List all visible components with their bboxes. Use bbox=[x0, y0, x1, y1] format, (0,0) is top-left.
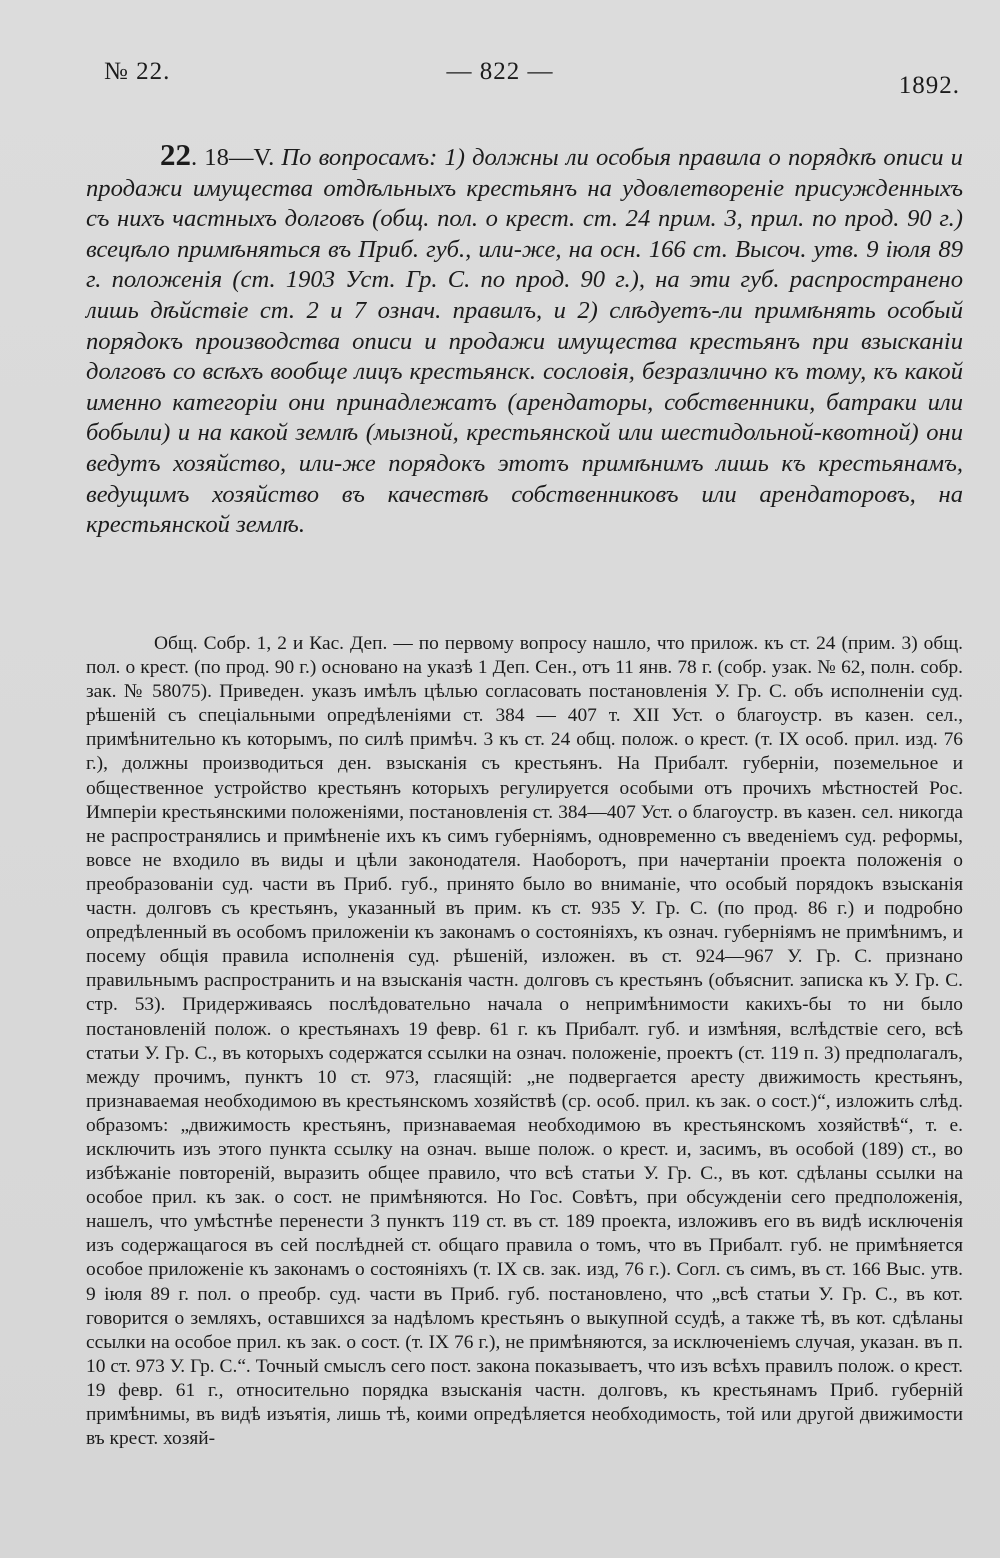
entry-question bbox=[86, 137, 963, 541]
decision-paragraph: Общ. Собр. 1, 2 и Кас. Деп. — по первому вопросу нашло, что прилож. къ ст. 24 (прим. 3) общ. пол. о крест. (по прод. 90 г.) основано на указѣ 1 Деп. Сен., отъ 11 янв. 78 г. (собр. узак. № 62, полн. собр. зак. № 58075). Приведен. указъ имѣлъ цѣлью согласовать постановленія У. Гр. С. объ исполненіи суд. рѣшеній съ спеціальными опредѣленіями ст. 384 — 407 т. XII Уст. о благоустр. въ казен. сел., примѣнительно къ которымъ, по силѣ примѣч. 3 къ ст. 24 общ. полож. о крест. (т. IX особ. прил. изд. 76 г.), должны производиться ден. взысканія съ крестьянъ. На Прибалт. губерніи, поземельное и общественное устройство крестьянъ которыхъ регулируется особыми отъ прочихъ мѣстностей Рос. Имперіи крестьянскими положеніями, постановленія ст. 384—407 Уст. о благоустр. въ казен. сел. никогда не распространялись и примѣненіе ихъ къ симъ губерніямъ, одновременно съ введеніемъ суд. реформы, вовсе не входило въ виды и цѣли законодателя. Наоборотъ, при начертаніи проекта положенія о преобразованіи суд. части въ Приб. губ., принято было во вниманіе, что особый порядокъ взысканія частн. долговъ съ крестьянъ, указанный въ прим. къ ст. 935 У. Гр. С. (по прод. 86 г.) и подробно опредѣленный въ особомъ приложеніи къ законамъ о состояніяхъ, къ означ. губерніямъ не примѣнимъ, и посему общія правила исполненія суд. рѣшеній, изложен. въ ст. 924—967 У. Гр. С. признано правильнымъ распространить и на взысканія частн. долговъ съ крестьянъ (объяснит. записка къ У. Гр. С. стр. 53). Придерживаясь послѣдовательно начала о непримѣнимости какихъ-бы то ни было постановленій полож. о крестьянахъ 19 февр. 61 г. къ Прибалт. губ. и измѣняя, вслѣдствіе сего, всѣ статьи У. Гр. С., въ которыхъ содержатся ссылки на означ. положеніе, проектъ (ст. 119 п. 3) предполагалъ, между прочимъ, пунктъ 10 ст. 973, гласящій: „не подвергается аресту движимость крестьянъ, признаваемая необходимою въ крестьянскомъ хозяйствѣ (ср. особ. прил. къ зак. о сост.)“, изложить слѣд. образомъ: „движимость крестьянъ, признаваемая необходимою въ крестьянскомъ хозяйствѣ“, т. е. исключить изъ этого пункта ссылку на означ. выше полож. о крест. и, засимъ, въ особой (189) ст., во избѣжаніе повтореній, выразить общее правило, что всѣ статьи У. Гр. С., въ кот. сдѣланы ссылки на особое прил. къ зак. о сост. не примѣняются. Но Гос. Совѣтъ, при обсужденіи сего предположенія, нашелъ, что умѣстнѣе перенести 3 пунктъ 119 ст. въ ст. 189 проекта, изложивъ его въ видѣ исключенія изъ содержащагося въ сей послѣдней ст. общаго правила о томъ, что въ Прибалт. губ. не примѣняется особое приложеніе къ законамъ о состояніяхъ (т. IX св. зак. изд, 76 г.). Согл. съ симъ, въ ст. 166 Выс. утв. 9 іюля 89 г. пол. о преобр. суд. части въ Приб. губ. постановлено, что „всѣ статьи У. Гр. С., въ кот. говорится о земляхъ, оставшихся за надѣломъ крестьянъ о выкупной ссудѣ, а также тѣ, въ кот. сдѣланы ссылки на особое прил. къ зак. о сост. (т. IX 76 г.), не примѣняются, за исключеніемъ случая, указан. въ п. 10 ст. 973 У. Гр. С.“. Точный смыслъ сего пост. закона показываетъ, что изъ всѣхъ правилъ полож. о крест. 19 февр. 61 г., относительно порядка взысканія частн. долговъ, къ крестьянамъ Приб. губерній примѣнимы, въ видѣ изъятія, лишь тѣ, коими опредѣляется необходимость, той или другой движимости въ крест. хозяй- bbox=[86, 633, 963, 1450]
issue-number: № 22. bbox=[104, 58, 171, 85]
page-number: — 822 — bbox=[446, 58, 554, 85]
page-header bbox=[0, 58, 1000, 98]
decision-text bbox=[86, 632, 963, 1451]
year: 1892. bbox=[898, 72, 960, 99]
question-text: По вопросамъ: 1) должны ли особыя правила о порядкѣ описи и продажи имущества отдѣльныхъ крестьянъ на удовлетвореніе присужденныхъ съ нихъ частныхъ долговъ (общ. пол. о крест. ст. 24 прим. 3, прил. по прод. 90 г.) всецѣло примѣняться въ Приб. губ., или-же, на осн. 166 ст. Высоч. утв. 9 іюля 89 г. положенія (ст. 1903 Уст. Гр. С. по прод. 90 г.), на эти губ. распространено лишь дѣйствіе ст. 2 и 7 означ. правилъ, и 2) слѣдуетъ-ли примѣнять особый порядокъ производства описи и продажи имущества крестьянъ при взысканіи долговъ со всѣхъ вообще лицъ крестьянск. сословія, безразлично къ тому, къ какой именно категоріи они принадлежатъ (арендаторы, собственники, батраки или бобыли) и на какой землѣ (мызной, крестьянской или шестидольной-квотной) они ведутъ хозяйство, или-же порядокъ этотъ примѣнимъ лишь къ крестьянамъ, ведущимъ хозяйство въ качествѣ собственниковъ или арендаторовъ, на крестьянской землѣ. bbox=[86, 144, 963, 539]
entry-number: 22 bbox=[160, 137, 191, 172]
entry-date: . 18—V. bbox=[191, 144, 275, 171]
entry-section bbox=[86, 137, 963, 541]
